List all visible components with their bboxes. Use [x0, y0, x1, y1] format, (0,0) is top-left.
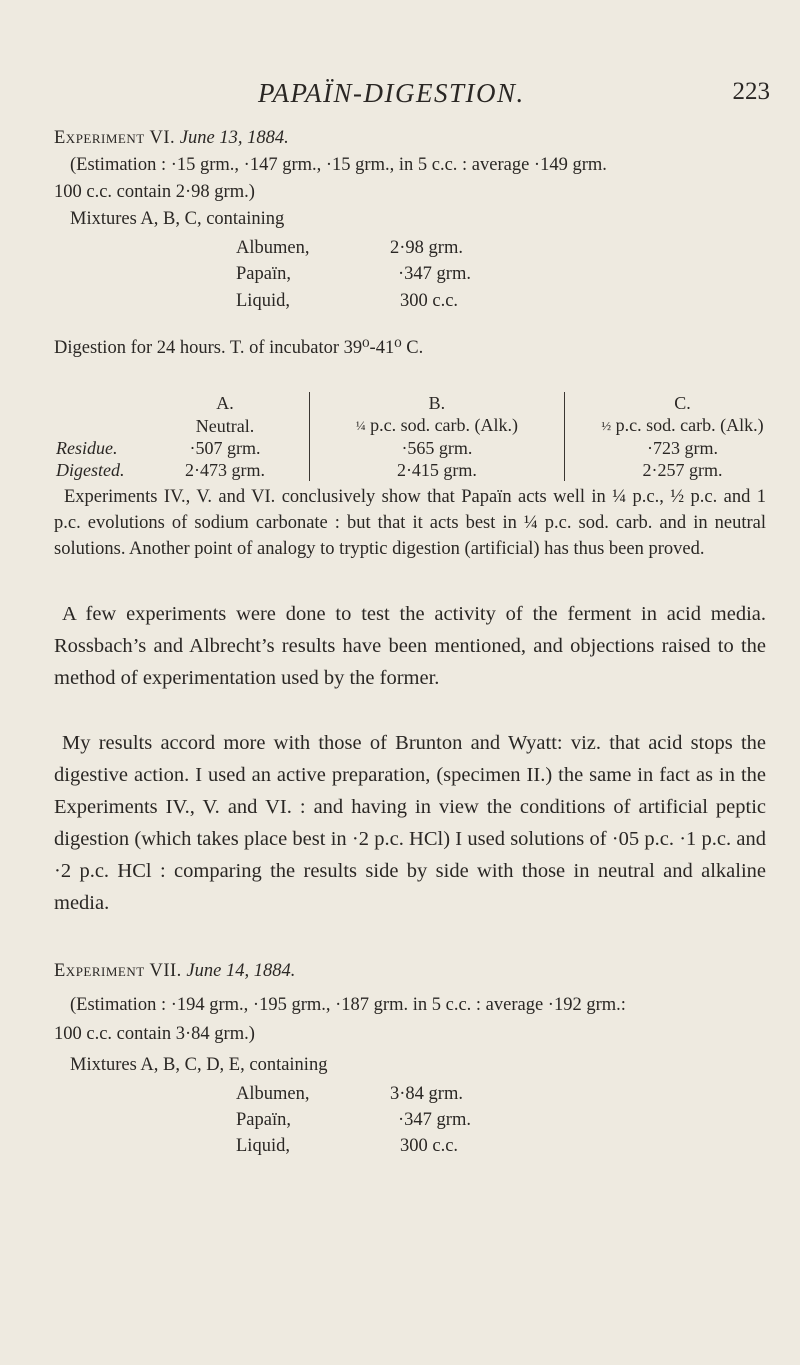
exp6-date: June 13, 1884.	[179, 128, 289, 148]
condition-b	[309, 414, 564, 437]
mixture-value: 300 c.c.	[400, 1136, 459, 1156]
table-row	[50, 459, 800, 481]
mixture-value: 300 c.c.	[400, 291, 459, 311]
table-condition-row	[50, 414, 800, 437]
mixture-name: Albumen,	[236, 238, 310, 258]
table-cell: ·507 grm.	[141, 437, 309, 459]
table-row	[50, 437, 800, 459]
exp7-date: June 14, 1884.	[186, 961, 296, 981]
table-cell: ·565 grm.	[309, 437, 564, 459]
exp6-mixtures-intro: Mixtures A, B, C, containing	[70, 209, 285, 229]
exp7-estimation-1: (Estimation : ·194 grm., ·195 grm., ·187 grm. in 5 c.c. : average ·192 grm.:	[70, 995, 626, 1015]
exp6-digestion-line: Digestion for 24 hours. T. of incubator 39⁰-41⁰ C.	[54, 338, 424, 358]
table-cell: 2·257 grm.	[642, 460, 723, 480]
row-label: Digested.	[56, 460, 125, 480]
running-title: PAPAÏN-DIGESTION.	[258, 78, 525, 108]
fraction: ½	[601, 418, 612, 433]
exp7-mixtures-intro: Mixtures A, B, C, D, E, containing	[70, 1055, 328, 1075]
condition-a: Neutral.	[141, 414, 309, 437]
condition-c	[565, 414, 800, 437]
condition-text: p.c. sod. carb. (Alk.)	[370, 415, 519, 435]
table-header-row	[50, 392, 800, 414]
mixture-value: ·347 grm.	[398, 264, 471, 284]
mixture-name: Albumen,	[236, 1084, 310, 1104]
mixture-value: 2·98 grm.	[390, 238, 463, 258]
acid-media-paragraph: A few experiments were done to test the activity of the ferment in acid media. Rossbach’s and Albrecht’s results have been mentioned, and objections raised to the method of experimentation used by the former.	[54, 603, 766, 689]
exp6-estimation-1: (Estimation : ·15 grm., ·147 grm., ·15 grm., in 5 c.c. : average ·149 grm.	[70, 155, 607, 175]
table-cell: ·723 grm.	[647, 438, 719, 458]
exp7-heading: Experiment VII.	[54, 961, 182, 981]
mixture-name: Papaïn,	[236, 1110, 291, 1130]
results-paragraph: My results accord more with those of Brunton and Wyatt: viz. that acid stops the digestive action. I used an active preparation, (specimen II.) the same in fact as in the Experiments IV., V. and VI. : and having in view the conditions of artificial peptic digestion (which takes place best in ·2 p.c. HCl) I used solutions of ·05 p.c. ·1 p.c. and ·2 p.c. HCl : comparing the results side by side with those in neutral and alkaline media.	[54, 732, 766, 914]
page-number: 223	[732, 78, 770, 105]
col-header-a: A.	[141, 392, 309, 414]
row-label: Residue.	[56, 438, 118, 458]
col-header-b: B.	[309, 392, 564, 414]
mixture-name: Liquid,	[236, 291, 290, 311]
fraction: ¼	[355, 418, 366, 433]
results-table	[50, 392, 800, 481]
exp6-heading: Experiment VI.	[54, 128, 176, 148]
page-header	[0, 78, 800, 114]
exp6-estimation-2: 100 c.c. contain 2·98 grm.)	[54, 182, 255, 202]
col-header-c: C.	[674, 393, 691, 413]
mixture-name: Liquid,	[236, 1136, 290, 1156]
conclusion-paragraph: Experiments IV., V. and VI. conclusively show that Papaïn acts well in ¼ p.c., ½ p.c. and 1 p.c. evolutions of sodium carbonate : but that it acts best in ¼ p.c. sod. carb. and in neutral solutions. Another point of analogy to tryptic digestion (artificial) has thus been proved.	[54, 487, 766, 559]
table-cell: 2·415 grm.	[309, 459, 564, 481]
mixture-value: ·347 grm.	[398, 1110, 471, 1130]
table-cell: 2·473 grm.	[141, 459, 309, 481]
exp7-estimation-2: 100 c.c. contain 3·84 grm.)	[54, 1024, 255, 1044]
mixture-name: Papaïn,	[236, 264, 291, 284]
mixture-value: 3·84 grm.	[390, 1084, 463, 1104]
exp6-heading-line	[54, 127, 289, 149]
condition-text: p.c. sod. carb. (Alk.)	[615, 415, 764, 435]
exp7-heading-line	[54, 960, 295, 982]
